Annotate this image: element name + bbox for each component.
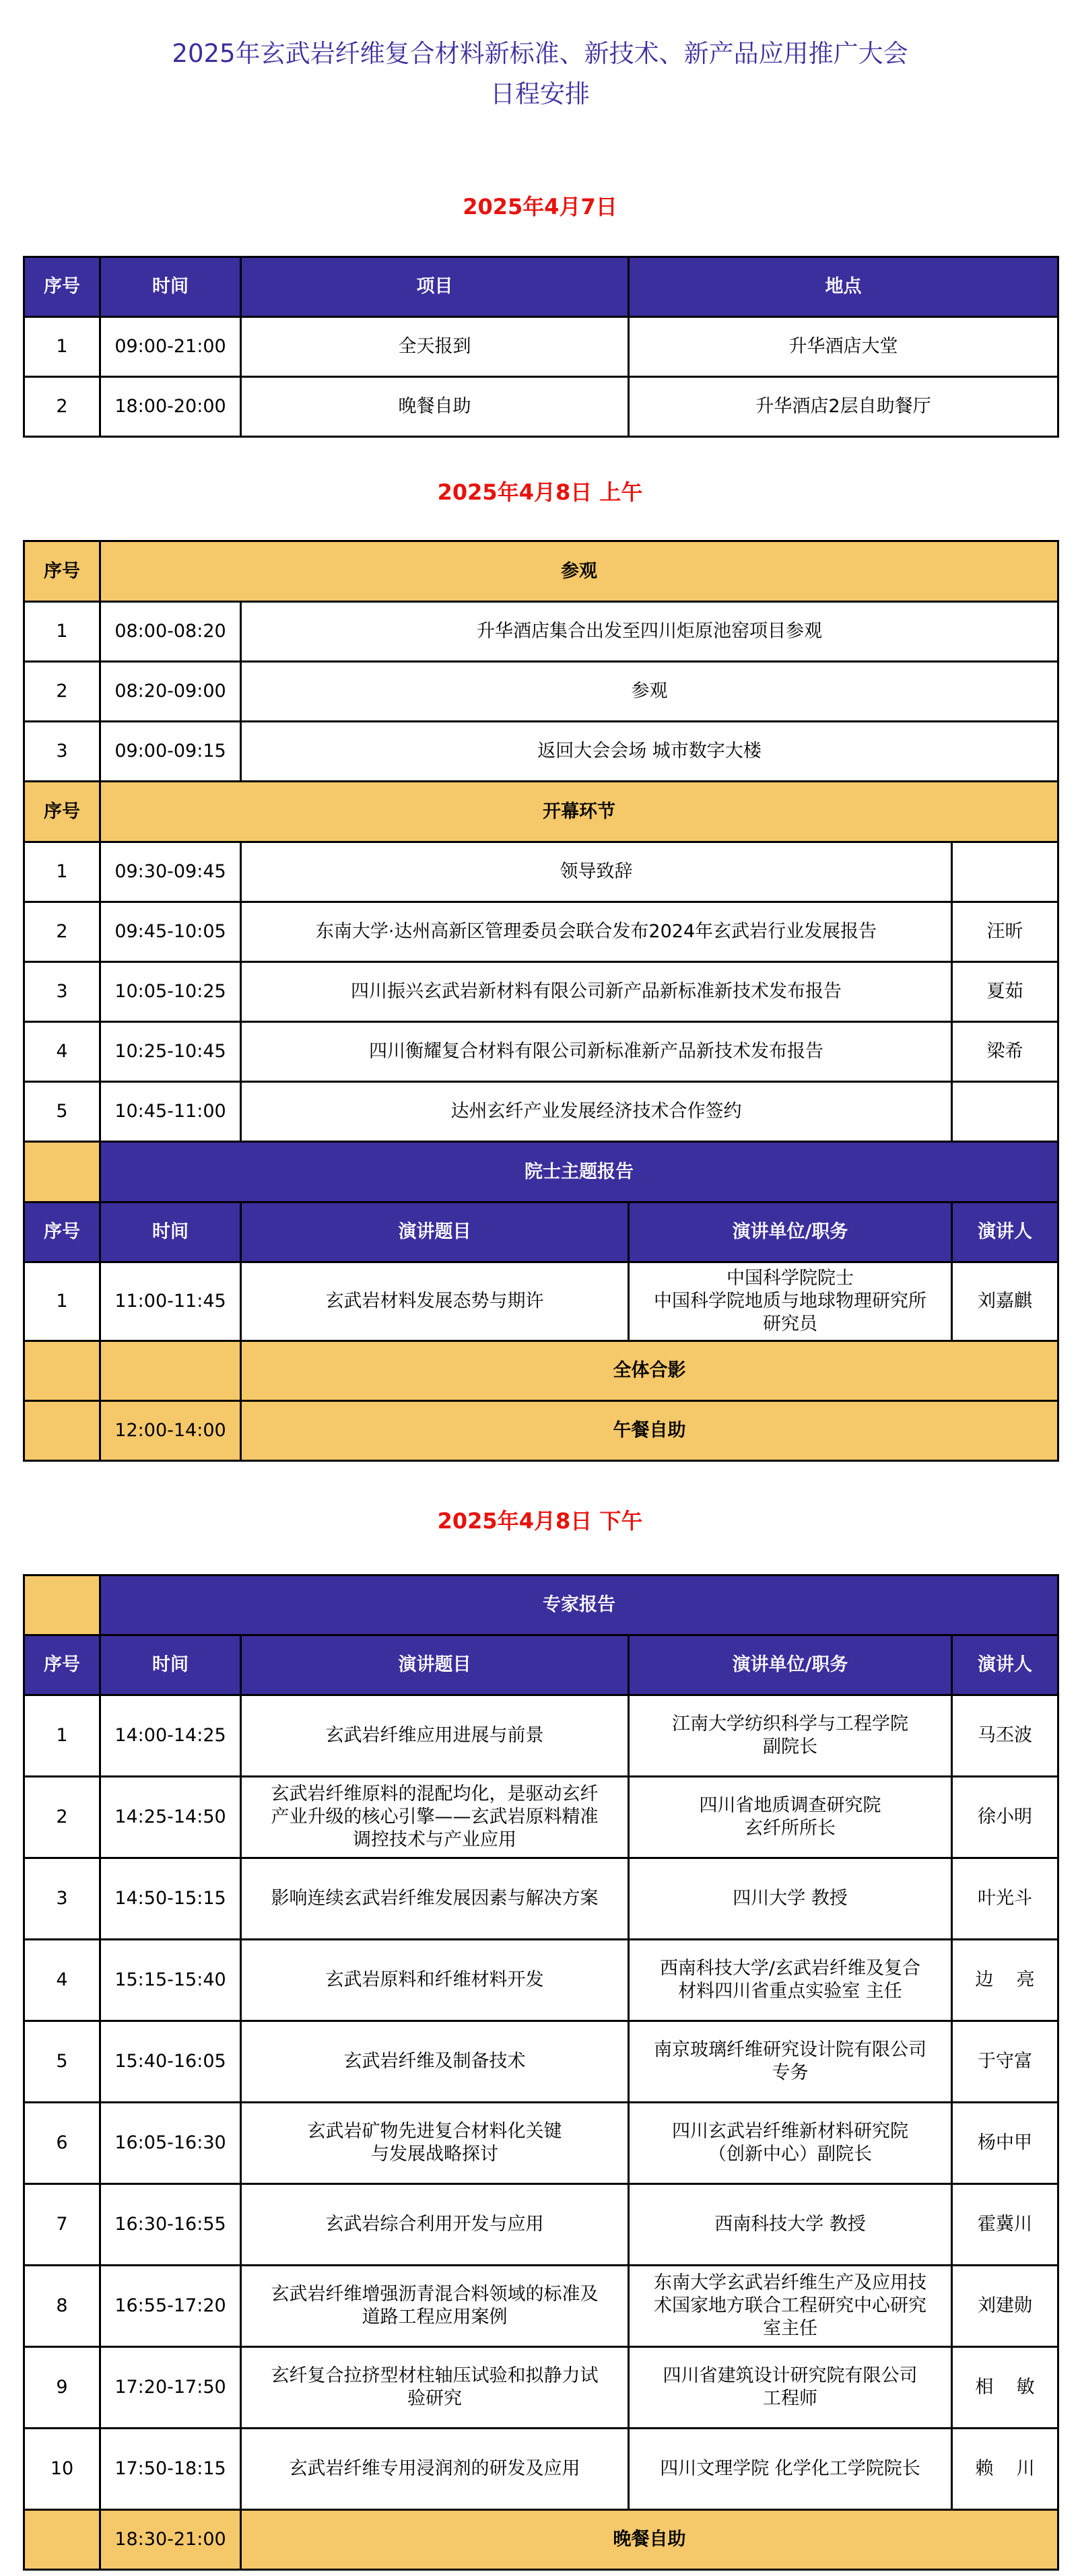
row-unit-line: 四川省建筑设计研究院有限公司 — [663, 2365, 918, 2386]
row-speaker: 汪昕 — [952, 902, 1058, 962]
table-row — [24, 2021, 1058, 2103]
header-no: 序号 — [24, 1635, 100, 1695]
row-spacer — [100, 1341, 241, 1401]
row-time: 16:55-17:20 — [100, 2266, 241, 2347]
row-unit-line: 四川省地质调查研究院 — [699, 1795, 881, 1816]
row-topic — [241, 1777, 629, 1858]
day2am-table — [23, 540, 1059, 1462]
opening-section-header — [24, 782, 1058, 842]
row-speaker: 相 敏 — [952, 2347, 1058, 2429]
row-unit — [629, 2429, 952, 2510]
section-title-opening: 开幕环节 — [100, 782, 1058, 842]
header-no: 序号 — [24, 541, 100, 602]
table-header — [24, 1635, 1058, 1695]
day1-date: 2025年4月7日 — [463, 194, 617, 219]
row-spacer — [24, 1401, 100, 1461]
table-row — [24, 962, 1058, 1022]
row-unit-line: 副院长 — [763, 1736, 817, 1757]
row-time: 09:45-10:05 — [100, 902, 241, 962]
row-speaker: 于守富 — [952, 2021, 1058, 2103]
row-item: 晚餐自助 — [241, 377, 629, 437]
row-no: 1 — [24, 842, 100, 902]
row-time: 15:40-16:05 — [100, 2021, 241, 2103]
row-topic-line: 调控技术与产业应用 — [353, 1829, 516, 1850]
table-row — [24, 1022, 1058, 1082]
photo-row — [24, 1341, 1058, 1401]
row-unit — [629, 2021, 952, 2103]
row-speaker: 叶光斗 — [952, 1858, 1058, 1940]
row-unit-line: 南京玻璃纤维研究设计院有限公司 — [654, 2039, 926, 2060]
row-unit-line: 西南科技大学 教授 — [714, 2214, 866, 2235]
row-item: 领导致辞 — [241, 842, 952, 902]
row-no: 2 — [24, 377, 100, 437]
row-unit — [629, 1262, 952, 1341]
table-row — [24, 1777, 1058, 1858]
header-speaker: 演讲人 — [952, 1202, 1058, 1262]
row-no: 3 — [24, 722, 100, 782]
row-item: 达州玄纤产业发展经济技术合作签约 — [241, 1082, 952, 1142]
row-unit-line: 四川大学 教授 — [733, 1888, 848, 1909]
row-speaker: 霍冀川 — [952, 2184, 1058, 2266]
lunch-row — [24, 1401, 1058, 1461]
row-unit-line: 工程师 — [763, 2388, 817, 2409]
row-place: 升华酒店大堂 — [629, 317, 1058, 377]
section-spacer — [24, 1142, 100, 1202]
row-time: 09:00-21:00 — [100, 317, 241, 377]
header-no: 序号 — [24, 782, 100, 842]
row-topic — [241, 2184, 629, 2266]
header-item: 项目 — [241, 257, 629, 317]
header-time: 时间 — [100, 257, 241, 317]
row-unit-line: 中国科学院地质与地球物理研究所 — [654, 1291, 926, 1312]
row-spacer — [24, 2510, 100, 2570]
dinner-label: 晚餐自助 — [241, 2510, 1058, 2570]
row-speaker: 梁希 — [952, 1022, 1058, 1082]
table-row — [24, 1858, 1058, 1940]
row-no: 1 — [24, 1262, 100, 1341]
row-no: 1 — [24, 1695, 100, 1777]
row-topic-line: 玄武岩原料和纤维材料开发 — [325, 1969, 544, 1990]
section-title-visit: 参观 — [100, 541, 1058, 602]
table-header — [24, 257, 1058, 317]
row-time: 15:15-15:40 — [100, 1940, 241, 2021]
row-unit-line: 玄纤所所长 — [745, 1818, 836, 1839]
photo-label: 全体合影 — [241, 1341, 1058, 1401]
table-row — [24, 1262, 1058, 1341]
header-unit: 演讲单位/职务 — [629, 1635, 952, 1695]
row-topic-line: 玄武岩纤维原料的混配均化，是驱动玄纤 — [271, 1784, 599, 1804]
row-no: 2 — [24, 1777, 100, 1858]
table-row — [24, 662, 1058, 722]
row-speaker: 边 亮 — [952, 1940, 1058, 2021]
row-topic-line: 玄武岩纤维应用进展与前景 — [325, 1725, 544, 1746]
row-time: 09:30-09:45 — [100, 842, 241, 902]
row-topic-line: 玄武岩综合利用开发与应用 — [325, 2214, 544, 2235]
visit-section-header — [24, 541, 1058, 602]
row-item: 升华酒店集合出发至四川炬原池窑项目参观 — [241, 602, 1058, 662]
row-item: 参观 — [241, 662, 1058, 722]
dinner-time: 18:30-21:00 — [100, 2510, 241, 2570]
row-time: 09:00-09:15 — [100, 722, 241, 782]
row-time: 14:25-14:50 — [100, 1777, 241, 1858]
lunch-label: 午餐自助 — [241, 1401, 1058, 1461]
row-unit-line: 中国科学院院士 — [727, 1268, 854, 1289]
page-title — [0, 34, 1080, 114]
header-time: 时间 — [100, 1202, 241, 1262]
row-no: 1 — [24, 602, 100, 662]
row-no: 2 — [24, 902, 100, 962]
row-time: 14:00-14:25 — [100, 1695, 241, 1777]
row-time: 08:20-09:00 — [100, 662, 241, 722]
row-topic — [241, 2347, 629, 2429]
row-speaker: 刘嘉麒 — [952, 1262, 1058, 1341]
table-row — [24, 2103, 1058, 2184]
row-speaker: 徐小明 — [952, 1777, 1058, 1858]
row-topic-line: 影响连续玄武岩纤维发展因素与解决方案 — [271, 1888, 599, 1909]
row-unit — [629, 1858, 952, 1940]
row-unit-line: 四川玄武岩纤维新材料研究院 — [672, 2121, 908, 2142]
row-unit-line: 江南大学纺织科学与工程学院 — [672, 1714, 908, 1734]
row-speaker — [952, 842, 1058, 902]
row-time: 18:00-20:00 — [100, 377, 241, 437]
row-unit — [629, 2184, 952, 2266]
page-title-line1: 2025年玄武岩纤维复合材料新标准、新技术、新产品应用推广大会 — [172, 39, 908, 68]
row-unit — [629, 1777, 952, 1858]
header-speaker: 演讲人 — [952, 1635, 1058, 1695]
page-title-line2: 日程安排 — [490, 79, 590, 108]
row-time: 16:05-16:30 — [100, 2103, 241, 2184]
row-topic — [241, 2429, 629, 2510]
row-unit-line: 术国家地方联合工程研究中心研究 — [654, 2295, 926, 2316]
row-topic-line: 玄武岩矿物先进复合材料化关键 — [307, 2121, 562, 2142]
table-row — [24, 2347, 1058, 2429]
row-topic: 玄武岩材料发展态势与期许 — [241, 1262, 629, 1341]
row-no: 10 — [24, 2429, 100, 2510]
row-item: 四川振兴玄武岩新材料有限公司新产品新标准新技术发布报告 — [241, 962, 952, 1022]
row-no: 2 — [24, 662, 100, 722]
row-time: 10:45-11:00 — [100, 1082, 241, 1142]
table-header — [24, 1202, 1058, 1262]
row-topic — [241, 1695, 629, 1777]
row-topic — [241, 2266, 629, 2347]
row-time: 11:00-11:45 — [100, 1262, 241, 1341]
lunch-time: 12:00-14:00 — [100, 1401, 241, 1461]
row-no: 9 — [24, 2347, 100, 2429]
table-row — [24, 602, 1058, 662]
row-unit-line: 专务 — [772, 2062, 809, 2083]
row-unit-line: 东南大学玄武岩纤维生产及应用技 — [654, 2272, 926, 2293]
table-row — [24, 722, 1058, 782]
section-spacer — [24, 1575, 100, 1635]
row-unit — [629, 1940, 952, 2021]
row-item: 四川衡耀复合材料有限公司新标准新产品新技术发布报告 — [241, 1022, 952, 1082]
row-topic — [241, 1858, 629, 1940]
table-row — [24, 2184, 1058, 2266]
row-no: 5 — [24, 1082, 100, 1142]
row-topic — [241, 2021, 629, 2103]
row-speaker: 杨中甲 — [952, 2103, 1058, 2184]
row-no: 3 — [24, 1858, 100, 1940]
row-place: 升华酒店2层自助餐厅 — [629, 377, 1058, 437]
row-no: 7 — [24, 2184, 100, 2266]
row-item: 全天报到 — [241, 317, 629, 377]
header-no: 序号 — [24, 257, 100, 317]
row-speaker: 刘建勋 — [952, 2266, 1058, 2347]
row-no: 4 — [24, 1022, 100, 1082]
day2pm-table — [23, 1574, 1059, 2571]
table-row — [24, 377, 1058, 437]
row-spacer — [24, 1341, 100, 1401]
row-unit-line: 室主任 — [763, 2318, 817, 2339]
row-unit-line: 四川文理学院 化学化工学院院长 — [660, 2458, 920, 2479]
row-unit — [629, 2266, 952, 2347]
row-topic-line: 验研究 — [407, 2388, 462, 2409]
header-topic: 演讲题目 — [241, 1635, 629, 1695]
header-unit: 演讲单位/职务 — [629, 1202, 952, 1262]
row-no: 4 — [24, 1940, 100, 2021]
row-time: 08:00-08:20 — [100, 602, 241, 662]
row-no: 5 — [24, 2021, 100, 2103]
header-topic: 演讲题目 — [241, 1202, 629, 1262]
table-row — [24, 902, 1058, 962]
row-speaker: 夏茹 — [952, 962, 1058, 1022]
table-row — [24, 1940, 1058, 2021]
table-row — [24, 1695, 1058, 1777]
row-time: 10:05-10:25 — [100, 962, 241, 1022]
expert-rows — [24, 1695, 1058, 2510]
table-row — [24, 317, 1058, 377]
row-topic — [241, 2103, 629, 2184]
day2am-date: 2025年4月8日 上午 — [437, 479, 643, 505]
table-row — [24, 2429, 1058, 2510]
row-topic-line: 道路工程应用案例 — [362, 2307, 508, 2328]
row-unit-line: 材料四川省重点实验室 主任 — [678, 1981, 902, 2002]
row-time: 17:20-17:50 — [100, 2347, 241, 2429]
table-row — [24, 2266, 1058, 2347]
row-time: 16:30-16:55 — [100, 2184, 241, 2266]
row-unit-line: 研究员 — [763, 1314, 817, 1334]
row-topic-line: 产业升级的核心引擎——玄武岩原料精准 — [271, 1806, 599, 1827]
row-topic-line: 玄武岩纤维及制备技术 — [343, 2051, 526, 2072]
day2pm-date: 2025年4月8日 下午 — [437, 1508, 643, 1534]
row-time: 10:25-10:45 — [100, 1022, 241, 1082]
expert-section-header — [24, 1575, 1058, 1635]
table-row — [24, 842, 1058, 902]
row-item: 东南大学·达州高新区管理委员会联合发布2024年玄武岩行业发展报告 — [241, 902, 952, 962]
row-no: 8 — [24, 2266, 100, 2347]
row-topic-line: 与发展战略探讨 — [371, 2144, 498, 2165]
row-topic-line: 玄纤复合拉挤型材柱轴压试验和拟静力试 — [271, 2365, 599, 2386]
row-no: 6 — [24, 2103, 100, 2184]
row-speaker — [952, 1082, 1058, 1142]
header-time: 时间 — [100, 1635, 241, 1695]
row-topic — [241, 1940, 629, 2021]
row-unit — [629, 2347, 952, 2429]
dinner-row — [24, 2510, 1058, 2570]
header-place: 地点 — [629, 257, 1058, 317]
day1-table — [23, 256, 1059, 438]
row-speaker: 赖 川 — [952, 2429, 1058, 2510]
section-title-expert: 专家报告 — [100, 1575, 1058, 1635]
row-unit-line: 西南科技大学/玄武岩纤维及复合 — [659, 1958, 921, 1979]
header-no: 序号 — [24, 1202, 100, 1262]
section-title-academician: 院士主题报告 — [100, 1142, 1058, 1202]
row-topic-line: 玄武岩纤维专用浸润剂的研发及应用 — [289, 2458, 580, 2479]
row-unit-line: （创新中心）副院长 — [708, 2144, 872, 2165]
academician-section-header — [24, 1142, 1058, 1202]
row-speaker: 马丕波 — [952, 1695, 1058, 1777]
row-unit — [629, 2103, 952, 2184]
row-no: 3 — [24, 962, 100, 1022]
table-row — [24, 1082, 1058, 1142]
row-time: 14:50-15:15 — [100, 1858, 241, 1940]
row-topic-line: 玄武岩纤维增强沥青混合料领域的标准及 — [271, 2284, 599, 2305]
row-unit — [629, 1695, 952, 1777]
row-no: 1 — [24, 317, 100, 377]
row-time: 17:50-18:15 — [100, 2429, 241, 2510]
row-item: 返回大会会场 城市数字大楼 — [241, 722, 1058, 782]
